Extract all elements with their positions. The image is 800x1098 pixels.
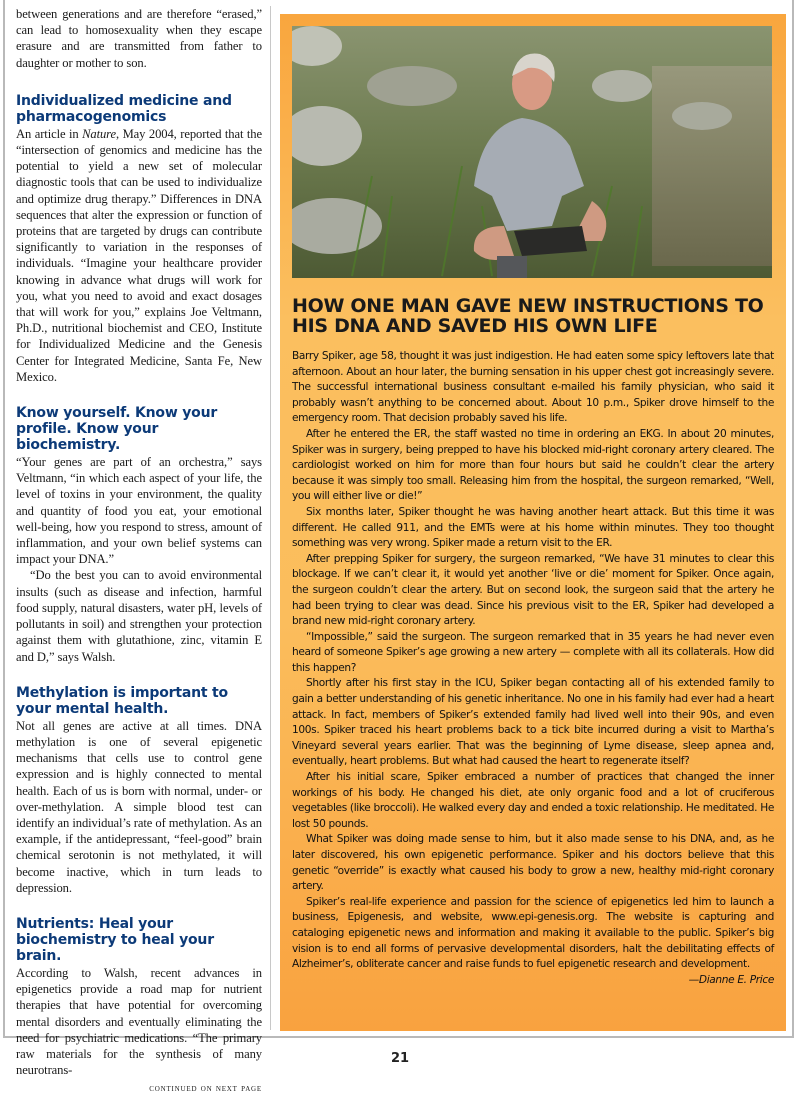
section-paragraph: “Your genes are part of an orchestra,” says Veltmann, “in which each aspect of your life, the level of toxins in your environment, the quality and quantity of food you eat, your emotional well-being, how you respond to stress, amount of inflammation, and your own belief systems can impact your DNA.” [16, 455, 262, 567]
section-paragraph: Not all genes are active at all times. DNA methylation is one of several epigenetic mechanisms that cells use to control gene expression and is highly connected to mental health. Each of us is born with normal, under- or over-methylation. A simple blood test can identify an individual’s rate of methylation. As an example, if the antidepressant, “feel-good” brain chemical serotonin is not methylated, it will become inactive, which in turn leads to depression. [16, 718, 262, 895]
story-paragraph: What Spiker was doing made sense to him, but it also made sense to his DNA, and, as he later discovered, his own epigenetic performance. Spiker and his doctors believe that this genetic “override” is exactly what caused his body to grow a new, healthy mid-right coronary artery. [292, 833, 774, 893]
section-paragraph: According to Walsh, recent advances in epigenetics provide a road map for nutrient therapies that have potential for overcoming mental disorders and eventually eliminating the need for psychiatric medications. “The primary raw materials for the synthesis of many neurotrans- [16, 965, 262, 1078]
story-paragraph: Shortly after his first stay in the ICU, Spiker began contacting all of his extended family to gain a better understanding of his genetic inheritance. No one in his family had ever had a heart attack. In fact, members of Spiker’s extended family had lived well into their 90s, and even 100s. Spiker traced his heart problems back to a tick bite incurred during a visit to Martha’s Vineyard several years earlier. That was the beginning of Lyme disease, sleep apnea and, eventually, heart problems. But what had caused the heart to regenerate itself? [292, 677, 774, 768]
sidebar-headline: HOW ONE MAN GAVE NEW INSTRUCTIONS TO HIS DNA AND SAVED HIS OWN LIFE [292, 295, 764, 337]
byline: —Dianne E. Price [688, 973, 774, 986]
story-paragraph: Barry Spiker, age 58, thought it was just indigestion. He had eaten some spicy leftovers late that afternoon. About an hour later, the burning sensation in his upper chest got increasingly severe. The successful international business consultant e-mailed his family physician, who said it probably wasn’t anything to be concerned about. About 10 p.m., Spiker drove himself to the emergency room. That decision probably saved his life. [292, 350, 774, 425]
section-paragraph: An article in Nature, May 2004, reported that the “intersection of genomics and medicine has the potential to yield a new set of molecular diagnostic tools that can be used to individualize and optimize drug therapy.” Differences in DNA sequences that alter the expression or function of proteins that are targeted by drugs can contribute significantly to variation in the responses of individuals. “Imagine your healthcare provider knowing in advance what drugs will work for you, what you need to avoid and exact dosages that will work for you,” explains Joe Veltmann, Ph.D., nutritional biochemist and CEO, Institute for Individualized Medicine and the Genesis Center for Integrated Medicine, Santa Fe, New Mexico. [16, 126, 262, 384]
section-heading-pharmacogenomics: Individualized medicine and pharmacogenomics [16, 92, 232, 125]
left-column [16, 6, 262, 1098]
section-paragraph: “Do the best you can to avoid environmental insults (such as disease and infection, harmful food supply, natural disasters, water pH, levels of pollutants in soil) and strengthen your protection against them with glutathione, zinc, vitamin E and D,” says Walsh. [16, 568, 262, 664]
intro-paragraph: between generations and are therefore “erased,” can lead to homosexuality when they escape erasure and are transmitted from father to daughter or mother to son. [16, 7, 262, 70]
story-paragraph: After his initial scare, Spiker embraced a number of practices that changed the inner workings of his body. He changed his diet, ate only organic food and a lot of cruciferous vegetables (like broccoli). He walked every day and ended a toxic relationship. He meditated. He lost 50 pounds. [292, 771, 774, 830]
page-number: 21 [390, 1051, 410, 1066]
story-photo [292, 26, 772, 278]
story-paragraph [292, 895, 774, 986]
continued-on-next-page: continued on next page [149, 1083, 262, 1095]
story-paragraph: After prepping Spiker for surgery, the surgeon remarked, “We have 31 minutes to clear this blockage. If we can’t clear it, it would yet another ‘live or die’ moment for Spiker. Once again, the surgeon couldn’t clear the artery. But on second look, the surgeon said that the artery he had been trying to clear was dead. Since his previous visit to the ER, Spiker had developed a brand new mid-right coronary artery. [292, 552, 774, 628]
sidebar-story [292, 349, 774, 986]
section-heading-know-yourself: Know yourself. Know your profile. Know your biochemistry. [16, 405, 218, 454]
sidebar-story-box [280, 14, 786, 1031]
section-heading-nutrients: Nutrients: Heal your biochemistry to heal your brain. [16, 915, 214, 964]
section-heading-methylation: Methylation is important to your mental health. [16, 684, 228, 717]
journal-name: Nature [82, 126, 117, 141]
story-paragraph: “Impossible,” said the surgeon. The surgeon remarked that in 35 years he had never even heard of someone Spiker’s age growing a new artery — complete with all its collaterals. How did this happen? [292, 630, 774, 674]
story-final-text: Spiker’s real-life experience and passion for the science of epigenetics led him to launch a business, Epigenesis, and website, www.epi-genesis.org. The website is capturing and cataloging epigenetic news and information and making it available to the public. Spiker’s big vision is to end all forms of pervasive developmental disorders, halt the debilitating effects of Alzheimer’s, obliterate cancer and raise funds to fuel epigenetic research and development. [292, 895, 774, 971]
story-paragraph: Six months later, Spiker thought he was having another heart attack. But this time it was different. He called 911, and the EMTs were at his home within minutes. They too thought something was very wrong. Spiker made a return visit to the ER. [292, 505, 774, 550]
photo-illustration [292, 26, 772, 278]
story-paragraph: After he entered the ER, the staff wasted no time in ordering an EKG. In about 20 minutes, Spiker was in surgery, being prepped to have his blocked mid-right coronary artery cleared. The cardiologist worked on him for more than four hours but said he couldn’t clear the artery because it was simply too small. Releasing him from the hospital, the surgeon remarked, “Well, you will either live or die!” [292, 427, 774, 503]
column-divider [270, 6, 271, 1030]
